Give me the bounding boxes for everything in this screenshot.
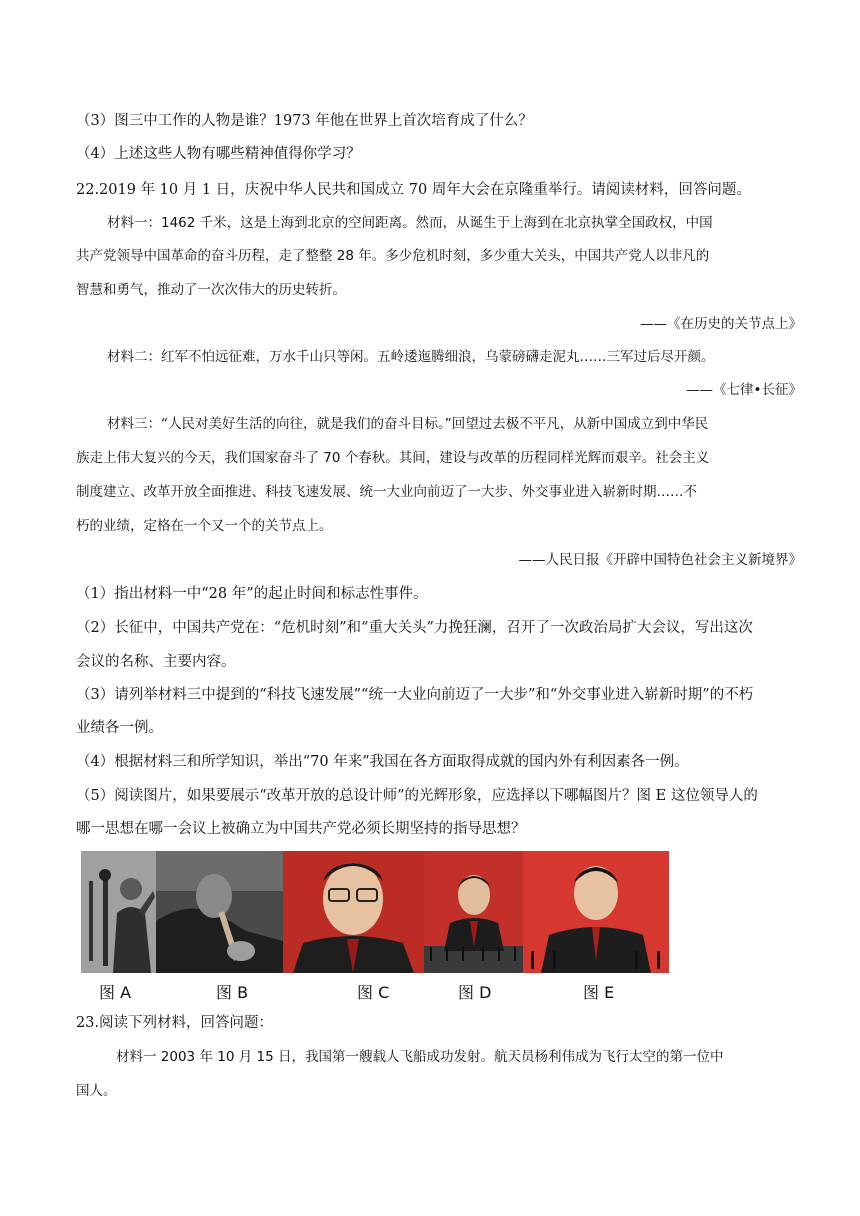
- q22-subquestion-3-line-2: 业绩各一例。: [76, 720, 163, 736]
- q22-subquestion-1: （1）指出材料一中“28 年”的起止时间和标志性事件。: [76, 586, 428, 602]
- q22-subquestion-4: （4）根据材料三和所学知识，举出“70 年来”我国在各方面取得成就的国内外有利因素各一例。: [76, 754, 689, 770]
- photo-captions: [0, 980, 860, 1004]
- photo-b: [156, 851, 283, 973]
- q22-subquestion-2-line-2: 会议的名称、主要内容。: [76, 654, 236, 670]
- q22-material-1-source: ——《在历史的关节点上》: [640, 316, 802, 332]
- photo-c: [283, 851, 424, 973]
- leader-photos: [81, 851, 669, 973]
- q22-material-2-line-1: 材料二：红军不怕远征难，万水千山只等闲。五岭逶迤腾细浪，乌蒙磅礴走泥丸……三军过后尽开颜。: [107, 349, 715, 365]
- q23-material-1-line-2: 国人。: [76, 1083, 117, 1099]
- q22-material-3-source: ——人民日报《开辟中国特色社会主义新境界》: [518, 552, 802, 568]
- caption-e: 图 E: [583, 983, 615, 1002]
- q22-material-1-line-3: 智慧和勇气，推动了一次次伟大的历史转折。: [76, 282, 346, 298]
- q22-material-1-line-1: 材料一：1462 千米，这是上海到北京的空间距离。然而，从诞生于上海到在北京执掌全国政权，中国: [107, 215, 713, 231]
- q22-stem: 22.2019 年 10 月 1 日，庆祝中华人民共和国成立 70 周年大会在京隆重举行。请阅读材料，回答问题。: [76, 182, 751, 198]
- photo-e: [523, 851, 669, 973]
- q22-subquestion-3-line-1: （3）请列举材料三中提到的“科技飞速发展”“统一大业向前迈了一大步”和“外交事业进入崭新时期”的不朽: [76, 687, 754, 703]
- q23-stem: 23.阅读下列材料，回答问题：: [76, 1015, 274, 1031]
- caption-a: 图 A: [99, 983, 132, 1002]
- photo-d: [424, 851, 523, 973]
- q22-material-3-line-4: 朽的业绩，定格在一个又一个的关节点上。: [76, 518, 333, 534]
- q22-subquestion-5-line-1: （5）阅读图片，如果要展示“改革开放的总设计师”的光辉形象，应选择以下哪幅图片？图 E 这位领导人的: [76, 788, 758, 804]
- caption-c: 图 C: [357, 983, 390, 1002]
- q22-material-3-line-3: 制度建立、改革开放全面推进、科技飞速发展、统一大业向前迈了一大步、外交事业进入崭新时期……不: [76, 484, 697, 500]
- photo-a: [81, 851, 156, 973]
- q21-subquestion-3: （3）图三中工作的人物是谁？1973 年他在世界上首次培育成了什么？: [76, 113, 533, 129]
- q21-subquestion-4: （4）上述这些人物有哪些精神值得你学习？: [76, 146, 361, 162]
- caption-b: 图 B: [216, 983, 249, 1002]
- q22-material-3-line-2: 族走上伟大复兴的今天，我们国家奋斗了 70 个春秋。其间，建设与改革的历程同样光辉而艰辛。社会主义: [76, 450, 710, 466]
- caption-d: 图 D: [458, 983, 492, 1002]
- q22-subquestion-2-line-1: （2）长征中，中国共产党在：“危机时刻”和“重大关头”力挽狂澜，召开了一次政治局扩大会议，写出这次: [76, 620, 753, 636]
- q22-material-2-source: ——《七律•长征》: [686, 382, 802, 398]
- q23-material-1-line-1: 材料一 2003 年 10 月 15 日，我国第一艘载人飞船成功发射。航天员杨利伟成为飞行太空的第一位中: [116, 1049, 724, 1065]
- q22-material-1-line-2: 共产党领导中国革命的奋斗历程，走了整整 28 年。多少危机时刻，多少重大关头，中国共产党人以非凡的: [76, 248, 710, 264]
- q22-subquestion-5-line-2: 哪一思想在哪一会议上被确立为中国共产党必须长期坚持的指导思想？: [76, 821, 526, 837]
- q22-material-3-line-1: 材料三：“人民对美好生活的向往，就是我们的奋斗目标。”回望过去极不平凡，从新中国成立到中华民: [107, 416, 709, 432]
